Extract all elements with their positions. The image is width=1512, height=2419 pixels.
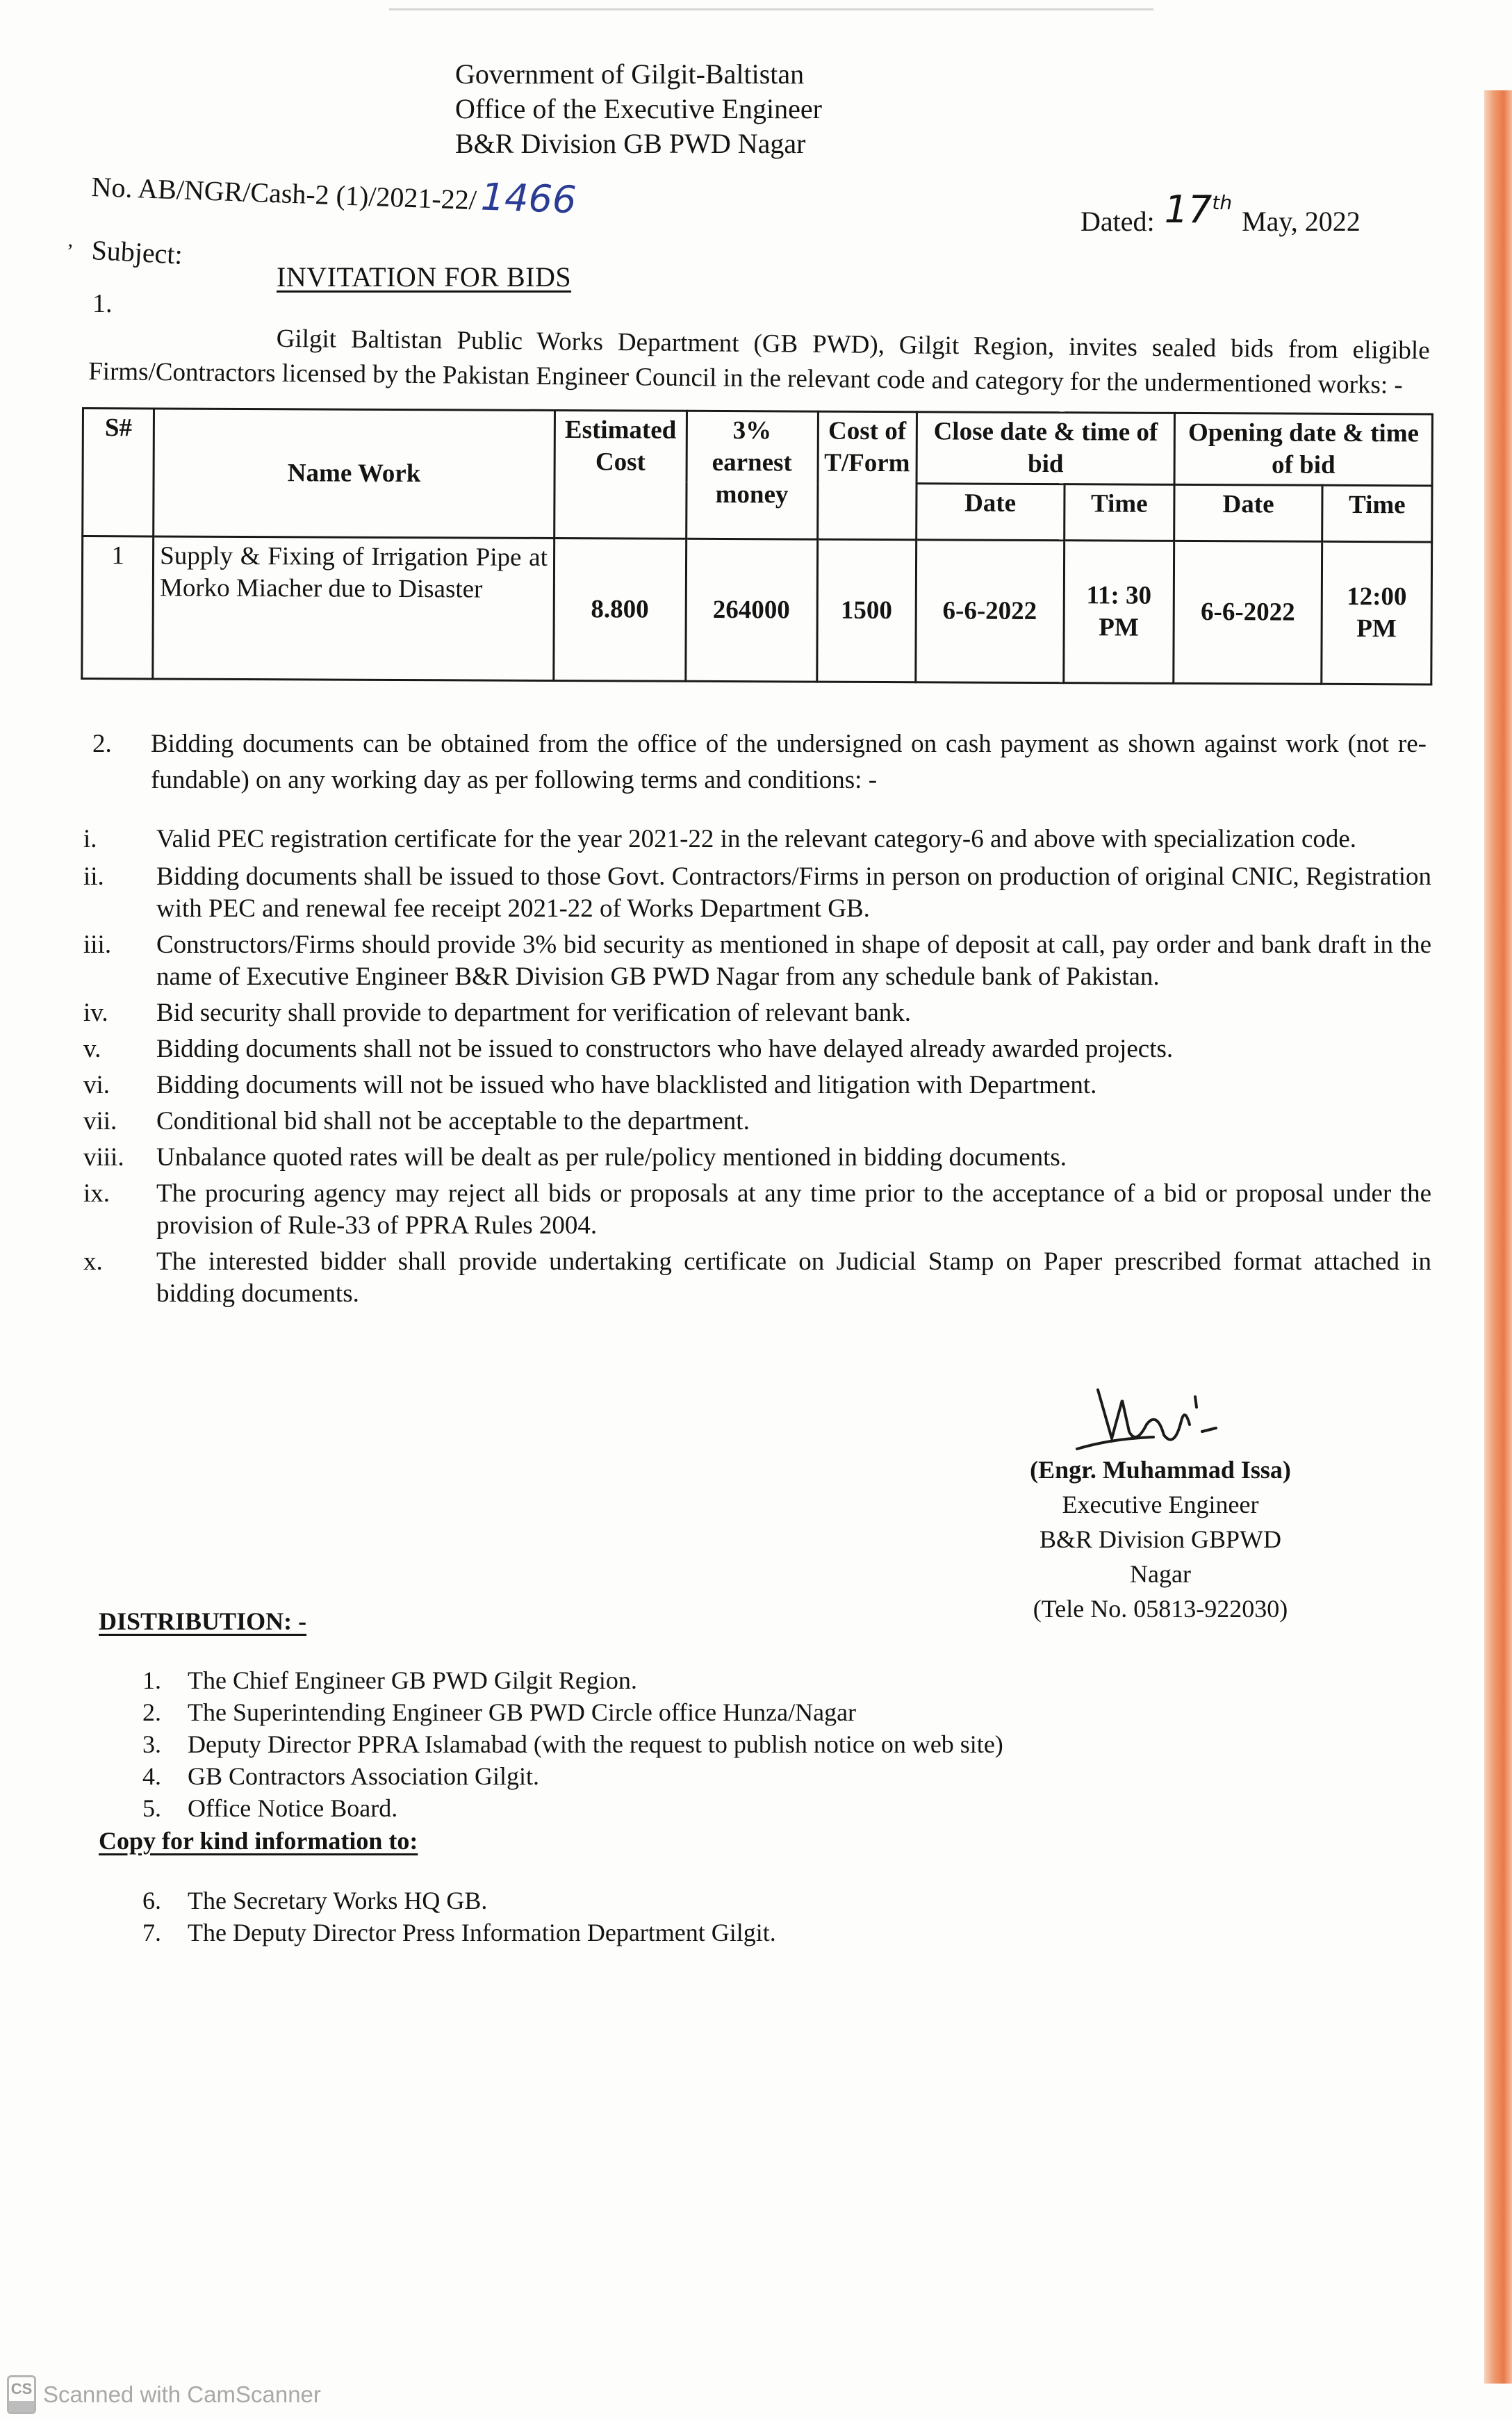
- signatory-designation: Executive Engineer: [1062, 1491, 1259, 1518]
- letterhead-government: Government of Gilgit-Baltistan: [455, 58, 805, 90]
- paragraph-1-number: 1.: [92, 289, 113, 318]
- cell-opening-date: 6-6-2022: [1174, 541, 1322, 684]
- camscanner-label: Scanned with CamScanner: [43, 2381, 321, 2407]
- scan-edge-strip: [1484, 90, 1512, 2384]
- date-month-year: May, 2022: [1242, 206, 1361, 237]
- condition-item: i. Valid PEC registration certificate for the year 2021-22 in the relevant category-6 and above with specialization code.: [83, 825, 1357, 853]
- distribution-item: 3. Deputy Director PPRA Islamabad (with the request to publish notice on web site): [142, 1730, 1003, 1758]
- works-table: [81, 407, 1433, 685]
- subject-title: INVITATION FOR BIDS: [277, 261, 572, 293]
- cell-cost-of-tform: 1500: [816, 539, 916, 682]
- subject-label: Subject:: [90, 233, 183, 270]
- paragraph-2-text: Bidding documents can be obtained from the office of the undersigned on cash payment as shown against work (not re-fundable) on any working day as per following terms and conditions: -: [151, 730, 1427, 794]
- letterhead-division: B&R Division GB PWD Nagar: [455, 128, 806, 159]
- condition-item: v. Bidding documents shall not be issued to constructors who have delayed already awarded projects.: [83, 1035, 1174, 1063]
- condition-item: ix. The procuring agency may reject all bids or proposals at any time prior to the acceptance of a bid or proposal under the provision of Rule-33 of PPRA Rules 2004.: [83, 1179, 1431, 1240]
- paragraph-2: [92, 726, 1427, 798]
- copy-info-item: 6. The Secretary Works HQ GB.: [142, 1887, 488, 1914]
- distribution-heading: DISTRIBUTION: -: [99, 1607, 307, 1635]
- handwritten-signature-icon: [1008, 1383, 1313, 1452]
- reference-handwritten-number: 1466: [479, 174, 577, 222]
- date-label: Dated:: [1080, 206, 1155, 237]
- cell-close-date: 6-6-2022: [916, 540, 1065, 683]
- document-date: [1080, 188, 1361, 240]
- condition-item: iii. Constructors/Firms should provide 3% bid security as mentioned in shape of deposit at call, pay order and bank draft in the name of Executive Engineer B&R Division GB PWD Nagar from any schedule bank of Pakistan.: [83, 930, 1431, 991]
- paragraph-2-number: 2.: [92, 730, 112, 758]
- letterhead-office: Office of the Executive Engineer: [455, 93, 822, 124]
- condition-item: viii. Unbalance quoted rates will be dealt as per rule/policy mentioned in bidding documents.: [83, 1143, 1067, 1172]
- header-close-date: Date: [917, 484, 1065, 541]
- camscanner-logo-icon: CS: [7, 2375, 36, 2414]
- header-close-date-time: Close date & time of bid: [917, 412, 1175, 485]
- cell-sn: 1: [82, 536, 154, 679]
- table-header-row: [83, 409, 1432, 486]
- table-row: [82, 536, 1432, 684]
- date-handwritten-day: 17th: [1164, 188, 1233, 231]
- cell-name-work: Supply & Fixing of Irrigation Pipe at Morko Miacher due to Disaster: [153, 536, 554, 681]
- signatory-phone: (Tele No. 05813-922030): [1033, 1595, 1288, 1623]
- cell-earnest-money: 264000: [685, 539, 817, 682]
- condition-item: vi. Bidding documents will not be issued who have blacklisted and litigation with Department.: [83, 1071, 1097, 1099]
- camscanner-watermark: [7, 2375, 321, 2414]
- cell-estimated-cost: 8.800: [554, 538, 687, 681]
- distribution-item: 4. GB Contractors Association Gilgit.: [142, 1762, 539, 1790]
- signatory-name: (Engr. Muhammad Issa): [1030, 1456, 1291, 1484]
- header-opening-date-time: Opening date & time of bid: [1174, 413, 1432, 486]
- signatory-location: Nagar: [1130, 1560, 1191, 1588]
- distribution-item: 1. The Chief Engineer GB PWD Gilgit Region.: [142, 1666, 637, 1694]
- cell-close-time: 11: 30 PM: [1063, 541, 1174, 684]
- header-opening-date: Date: [1174, 484, 1322, 541]
- header-estimated-cost: Estimated Cost: [554, 410, 687, 539]
- header-cost-of-tform: Cost of T/Form: [817, 411, 917, 540]
- cell-opening-time: 12:00 PM: [1322, 541, 1432, 684]
- header-close-time: Time: [1064, 484, 1174, 541]
- tick-mark-icon: ’: [67, 240, 74, 263]
- distribution-list: [142, 1664, 1003, 1824]
- reference-number: [91, 161, 577, 222]
- scan-artifact-line: [389, 8, 1153, 10]
- header-opening-time: Time: [1322, 485, 1432, 542]
- condition-item: vii. Conditional bid shall not be acceptable to the department.: [83, 1107, 750, 1135]
- letterhead: [455, 57, 822, 161]
- paragraph-1-text: Gilgit Baltistan Public Works Department (GB PWD), Gilgit Region, invites sealed bids from eligible Firms/Contractors licensed by the Pakistan Engineer Council in the relevant code and category for the undermentioned works: -: [88, 324, 1430, 400]
- header-earnest-money: 3% earnest money: [686, 411, 818, 539]
- copy-info-list: [142, 1885, 776, 1949]
- terms-conditions-list: [83, 823, 1431, 1314]
- distribution-item: 5. Office Notice Board.: [142, 1794, 398, 1822]
- distribution-item: 2. The Superintending Engineer GB PWD Circle office Hunza/Nagar: [142, 1698, 857, 1726]
- condition-item: x. The interested bidder shall provide undertaking certificate on Judicial Stamp on Paper prescribed format attached in bidding documents.: [83, 1247, 1431, 1308]
- paragraph-1: [88, 320, 1430, 403]
- header-sn: S#: [83, 409, 154, 536]
- signatory-division: B&R Division GBPWD: [1039, 1525, 1282, 1553]
- header-name-work: Name Work: [154, 409, 555, 539]
- condition-item: iv. Bid security shall provide to department for verification of relevant bank.: [83, 999, 912, 1027]
- reference-printed: No. AB/NGR/Cash-2 (1)/2021-22/: [90, 170, 477, 216]
- condition-item: ii. Bidding documents shall be issued to those Govt. Contractors/Firms in person on production of original CNIC, Registration with PEC and renewal fee receipt 2021-22 of Works Department GB.: [83, 862, 1431, 923]
- copy-info-heading: Copy for kind information to:: [99, 1827, 418, 1855]
- signature-block: [1008, 1383, 1313, 1626]
- copy-info-item: 7. The Deputy Director Press Information Department Gilgit.: [142, 1919, 776, 1946]
